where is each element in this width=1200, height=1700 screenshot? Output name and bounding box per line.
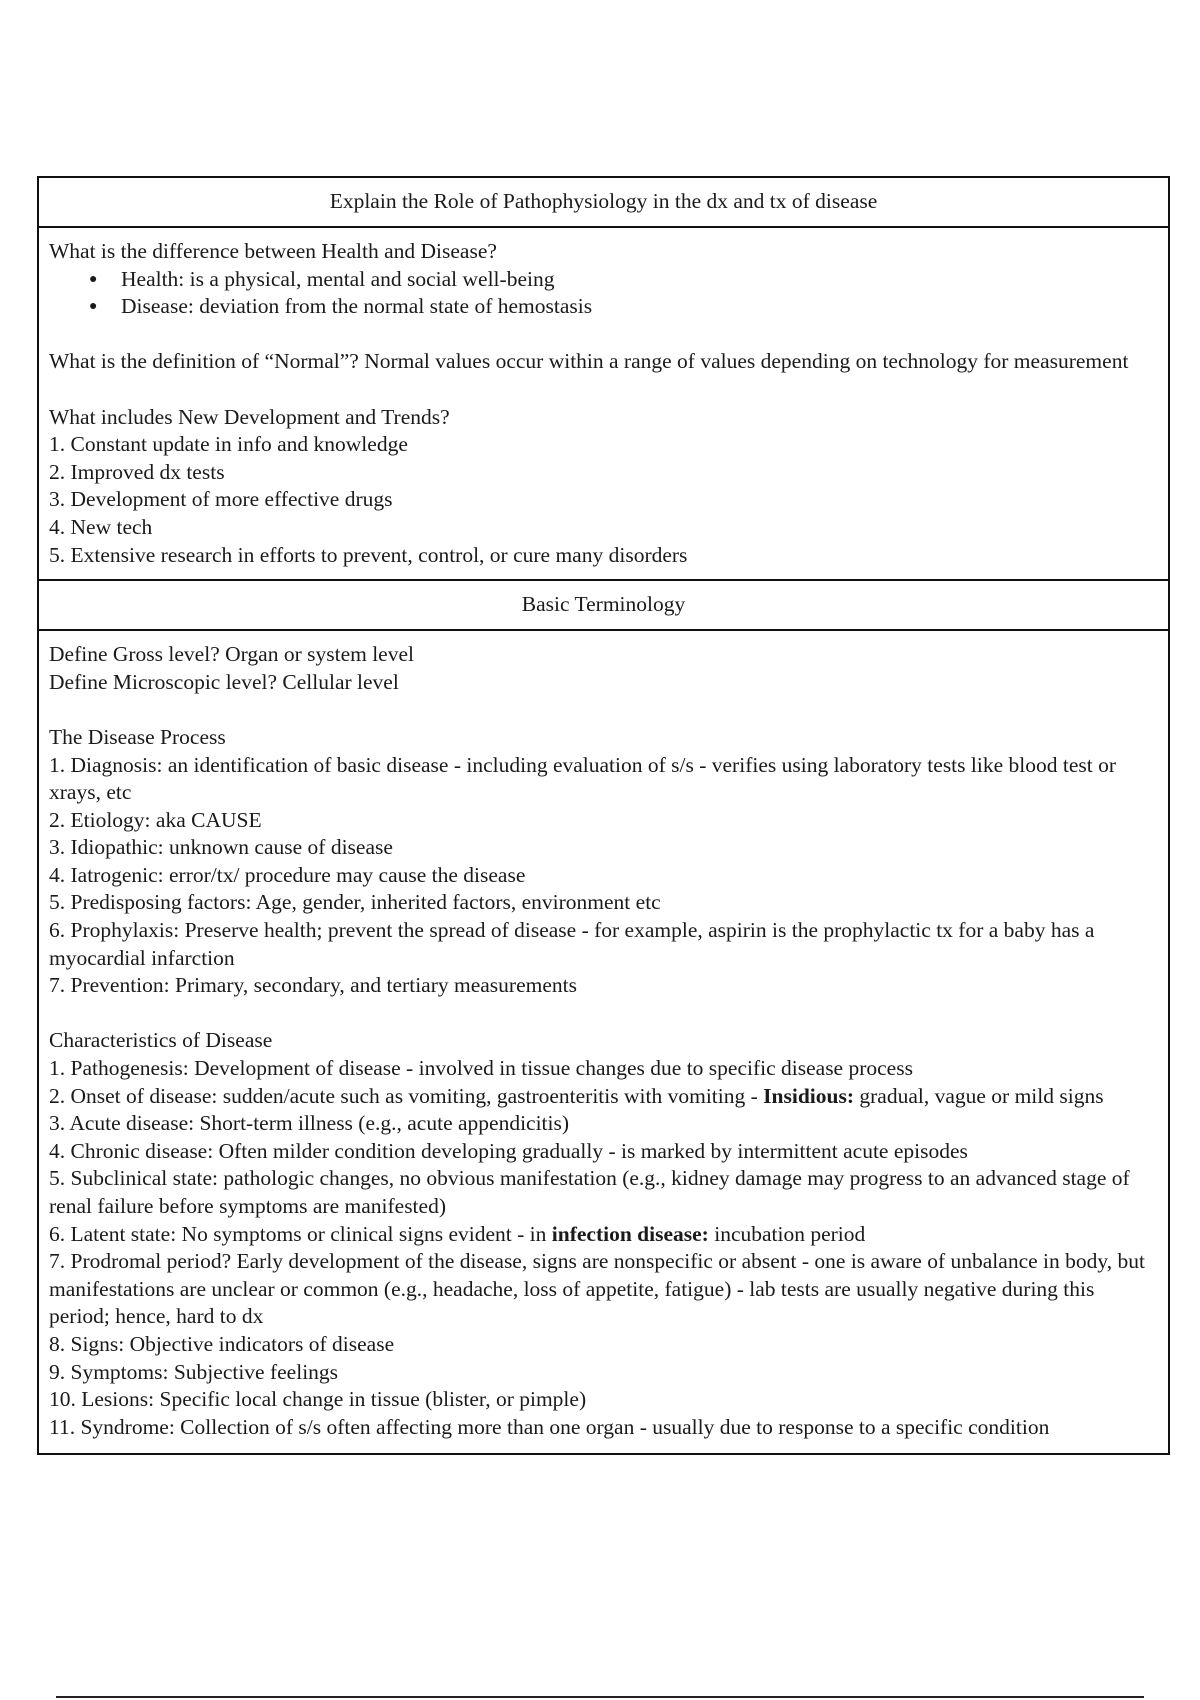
item-emphasis: Insidious: bbox=[763, 1083, 854, 1108]
microscopic-level-definition: Define Microscopic level? Cellular level bbox=[49, 669, 399, 694]
footer-divider bbox=[56, 1696, 1144, 1698]
list-item: 4. Chronic disease: Often milder condition developing gradually - is marked by intermittent acute episodes bbox=[49, 1138, 968, 1163]
list-item: 4. New tech bbox=[49, 514, 153, 539]
list-item: 1. Constant update in info and knowledge bbox=[49, 432, 408, 457]
section-header-terminology bbox=[39, 581, 1168, 631]
section-title: Basic Terminology bbox=[521, 592, 686, 617]
question-trends: What includes New Development and Trends? bbox=[49, 404, 450, 429]
list-item: 10. Lesions: Specific local change in tissue (blister, or pimple) bbox=[49, 1387, 587, 1412]
list-item bbox=[49, 1221, 1158, 1249]
list-item: 1. Diagnosis: an identification of basic disease - including evaluation of s/s - verifies using laboratory tests like blood test or xrays, etc bbox=[49, 752, 1117, 805]
section-body-terminology bbox=[39, 631, 1168, 1453]
list-item: 3. Acute disease: Short-term illness (e.g., acute appendicitis) bbox=[49, 1111, 570, 1136]
list-item: 8. Signs: Objective indicators of disease bbox=[49, 1331, 395, 1356]
section-title: Explain the Role of Pathophysiology in the dx and tx of disease bbox=[329, 189, 878, 214]
item-emphasis: infection disease: bbox=[551, 1221, 709, 1246]
section-header-pathophysiology bbox=[39, 178, 1168, 228]
notes-table bbox=[37, 176, 1170, 1455]
list-item: 5. Extensive research in efforts to prevent, control, or cure many disorders bbox=[49, 542, 688, 567]
item-text: 6. Latent state: No symptoms or clinical signs evident - in bbox=[49, 1221, 552, 1246]
item-text: 2. Onset of disease: sudden/acute such as vomiting, gastroenteritis with vomiting - bbox=[49, 1083, 764, 1108]
section-body-pathophysiology bbox=[39, 228, 1168, 581]
list-item: 5. Subclinical state: pathologic changes, no obvious manifestation (e.g., kidney damage may progress to an advanced stage of renal failure before symptoms are manifested) bbox=[49, 1166, 1130, 1218]
list-item: 2. Improved dx tests bbox=[49, 459, 225, 484]
list-item: ● Disease: deviation from the normal state of hemostasis bbox=[89, 293, 1158, 321]
characteristics-title: Characteristics of Disease bbox=[49, 1028, 273, 1053]
list-item: 11. Syndrome: Collection of s/s often affecting more than one organ - usually due to response to a specific condition bbox=[49, 1414, 1050, 1439]
list-item: 7. Prodromal period? Early development of the disease, signs are nonspecific or absent - one is aware of unbalance in body, but manifestations are unclear or common (e.g., headache, loss of appetite, fatigue) - lab tests are usually negative during this period; hence, hard to dx bbox=[49, 1249, 1145, 1329]
list-item: 6. Prophylaxis: Preserve health; prevent the spread of disease - for example, aspirin is the prophylactic tx for a baby has a myocardial infarction bbox=[49, 918, 1095, 970]
list-item: 7. Prevention: Primary, secondary, and tertiary measurements bbox=[49, 973, 577, 998]
question-health-disease: What is the difference between Health and Disease? bbox=[49, 239, 497, 263]
health-disease-list bbox=[49, 266, 1158, 321]
list-item: 2. Etiology: aka CAUSE bbox=[49, 807, 262, 832]
list-item: 9. Symptoms: Subjective feelings bbox=[49, 1359, 339, 1384]
list-item: 3. Idiopathic: unknown cause of disease bbox=[49, 835, 393, 860]
question-normal: What is the definition of “Normal”? Normal values occur within a range of values depending on technology for measurement bbox=[49, 349, 1129, 374]
list-item: ● Health: is a physical, mental and social well-being bbox=[89, 266, 1158, 294]
item-text: incubation period bbox=[708, 1221, 866, 1246]
list-item: 3. Development of more effective drugs bbox=[49, 487, 393, 512]
list-item: 4. Iatrogenic: error/tx/ procedure may cause the disease bbox=[49, 862, 526, 887]
list-item: 1. Pathogenesis: Development of disease - involved in tissue changes due to specific disease process bbox=[49, 1056, 913, 1081]
item-text: gradual, vague or mild signs bbox=[854, 1083, 1104, 1108]
list-item: 5. Predisposing factors: Age, gender, inherited factors, environment etc bbox=[49, 890, 661, 915]
disease-process-title: The Disease Process bbox=[49, 724, 226, 749]
list-item bbox=[49, 1083, 1158, 1111]
gross-level-definition: Define Gross level? Organ or system level bbox=[49, 642, 414, 667]
